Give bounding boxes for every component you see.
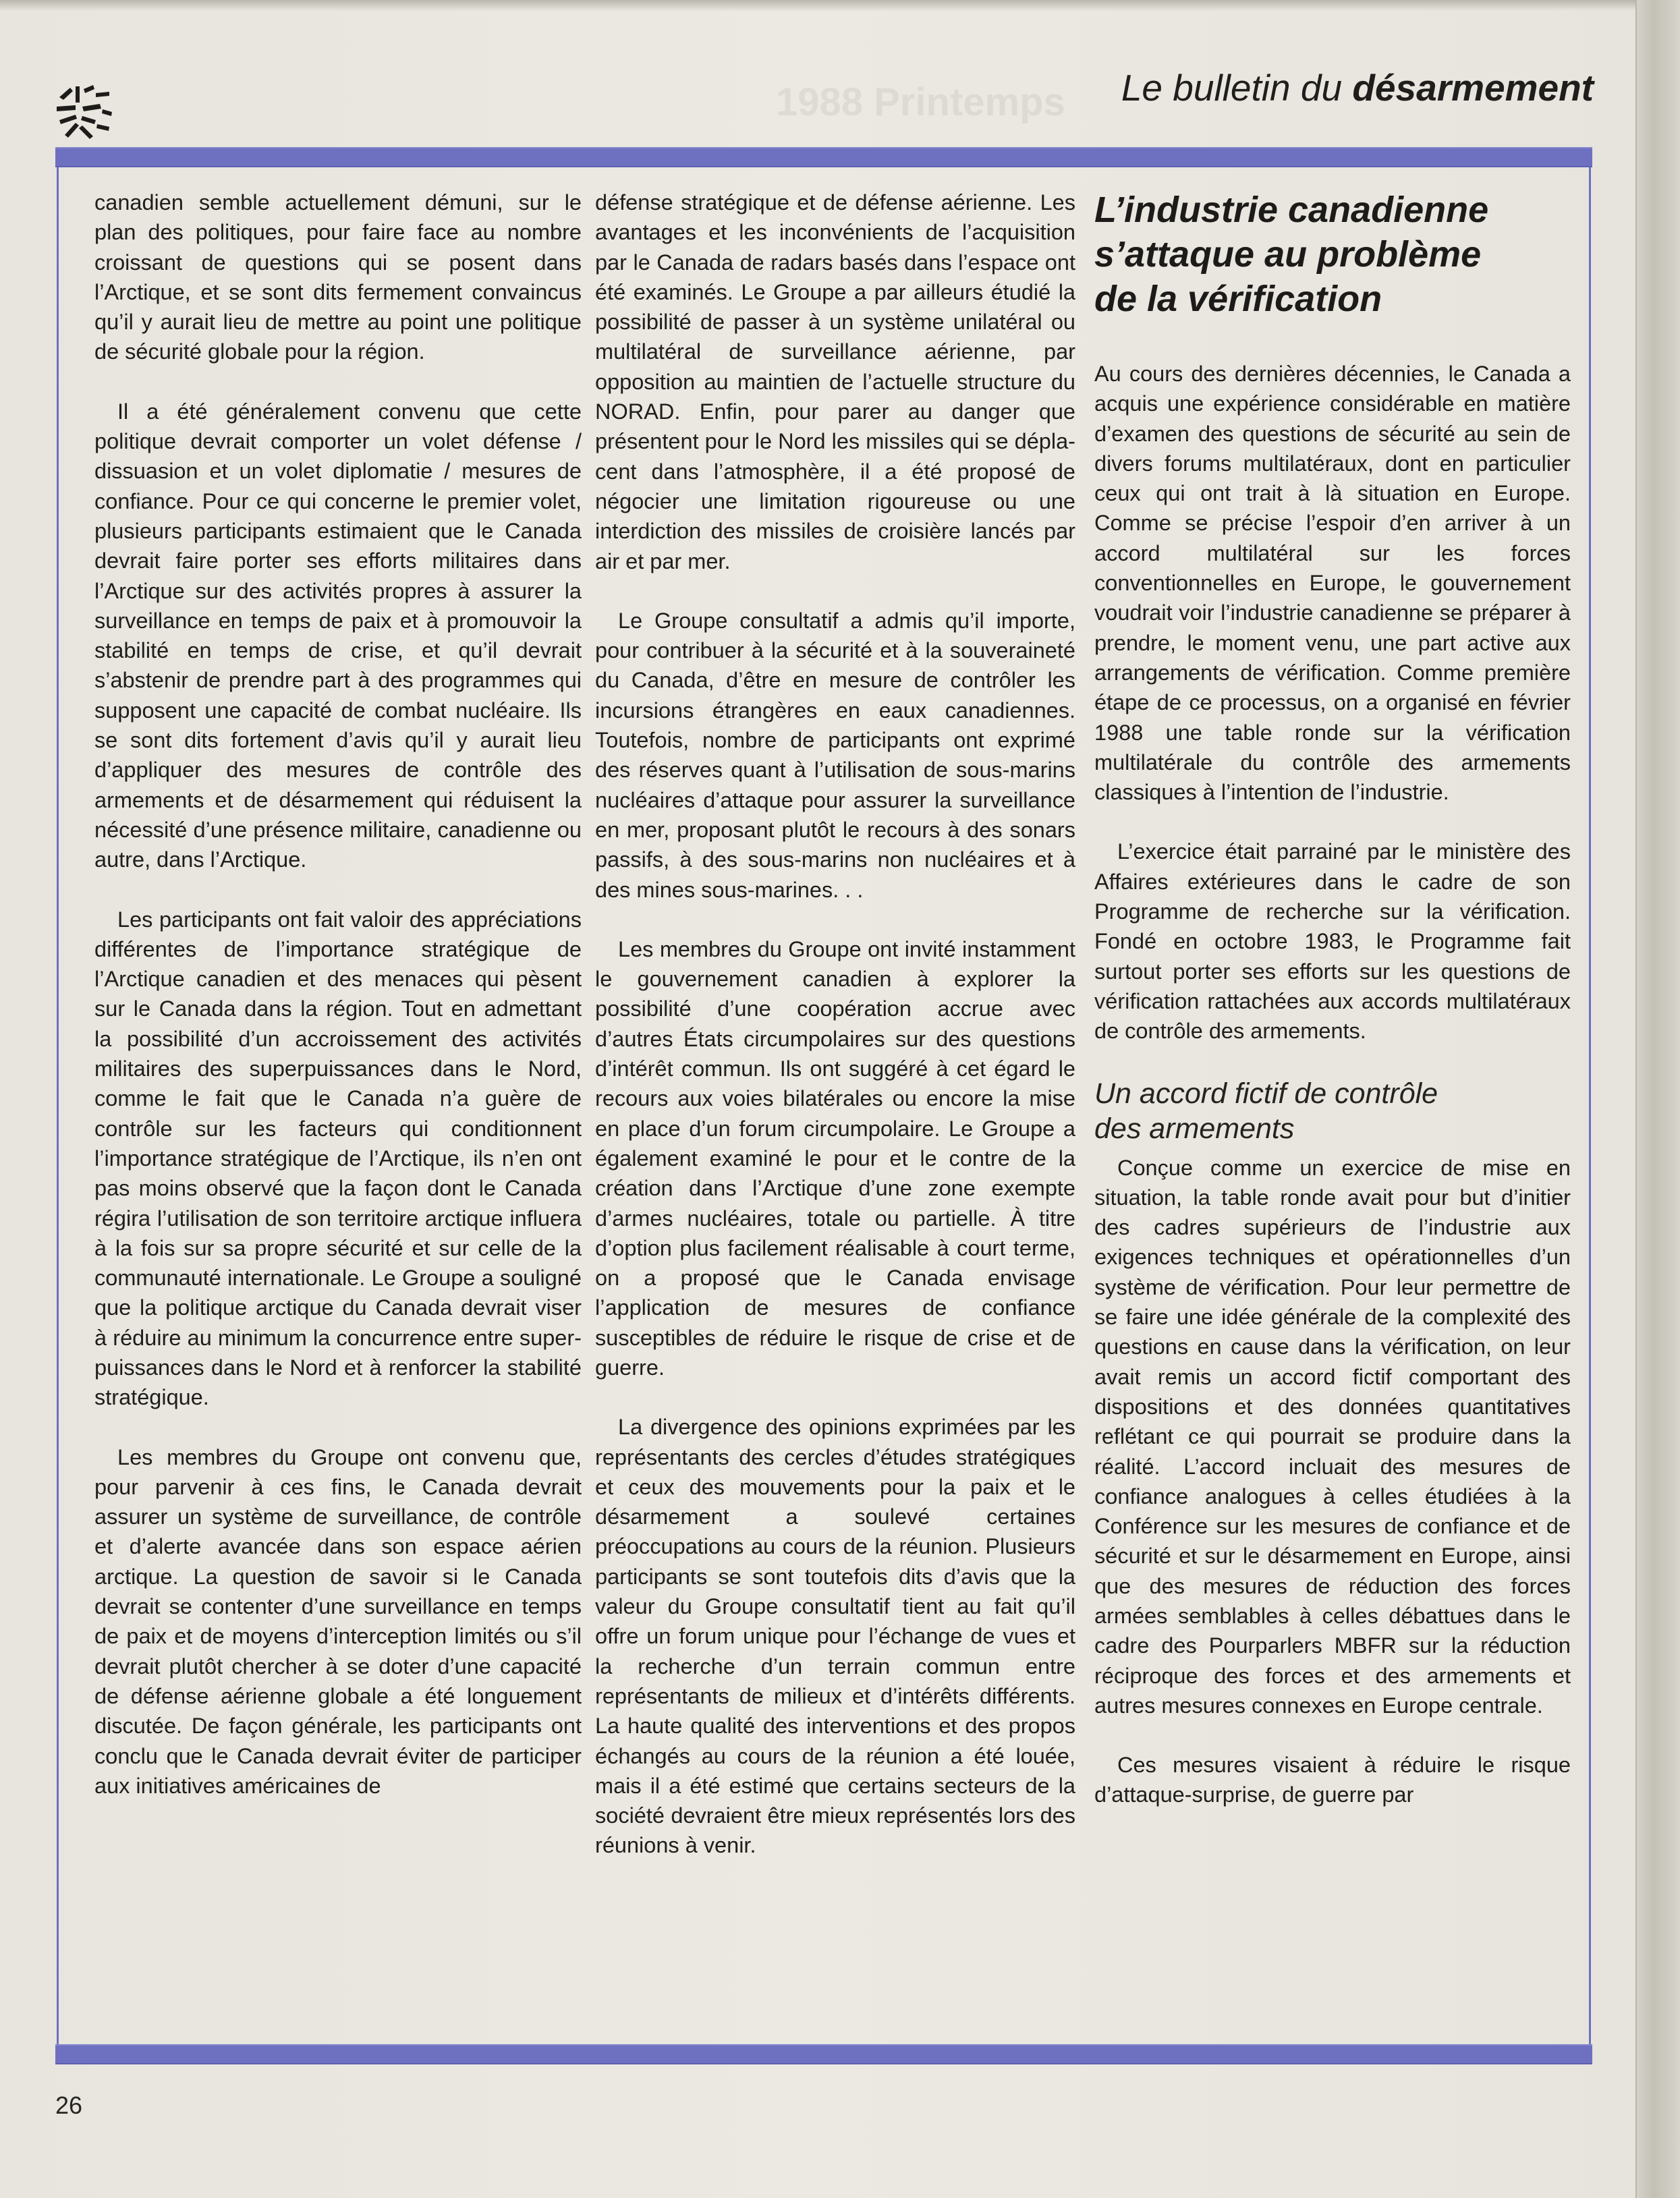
column-3 (1094, 188, 1571, 1840)
paragraph: L’exercice était parrainé par le ministère des Affaires extérieures dans le cadre de son Programme de recherche sur la vérification. Fondé en octobre 1983, le Programme fait surtout porter ses efforts sur les questions de vérification rattachées aux accords multilatéraux de contrôle des armements. (1094, 839, 1571, 1044)
starburst-logo-icon (55, 85, 113, 140)
running-head-emphasis: désarmement (1352, 67, 1594, 109)
bottom-rule (55, 2044, 1592, 2064)
right-frame-line (1589, 167, 1591, 2044)
paragraph: Ces mesures visaient à réduire le risque d’attaque-surprise, de guerre par (1094, 1753, 1571, 1807)
top-rule (55, 147, 1592, 167)
paragraph: Les membres du Groupe ont convenu que, pour parvenir à ces fins, le Canada devrait assurer un système de surveillance, de contrôle et d’alerte avancée dans son espace aérien arctique. La question de savoir si le Canada devrait se contenter d’une surveillance en temps de paix et de moyens d’interception limités ou s’il devrait plutôt chercher à se doter d’une capacité de défense aérienne globale a été longuement discutée. De façon générale, les participants ont conclu que le Canada devrait éviter de participer aux initiatives américaines de (94, 1444, 582, 1798)
top-edge-shadow (0, 0, 1637, 11)
subhead-line: Un accord fictif de contrôle (1094, 1077, 1438, 1110)
article-title-line: de la vérification (1094, 279, 1382, 319)
paragraph: Les participants ont fait valoir des appréciations différentes de l’importance stratégique de l’Arctique canadien et des menaces qui pèsent sur le Canada dans la région. Tout en admettant la possibilité d’un accroissement des activités militaires des superpuissances dans le Nord, comme le fait que le Canada n’a guère de contrôle sur les facteurs qui conditionnent l’importance stratégique de l’Arctique, ils n’en ont pas moins observé que la façon dont le Canada régira l’utilisation de son territoire arctique influera à la fois sur sa propre sécurité et sur celle de la communauté internationale. Le Groupe a souligné que la politique arctique du Canada devrait viser à réduire au minimum la concurrence entre superpuissances dans le Nord et à renforcer la stabilité stratégique. (94, 907, 582, 1410)
paragraph: Au cours des dernières décennies, le Canada a acquis une expérience considérable en matière d’examen des questions de sécurité au sein de divers forums multilatéraux, dont en particulier ceux qui ont trait à là situation en Europe. Comme se précise l’espoir d’en arriver à un accord multilatéral sur les forces conventionnelles en Europe, le gouvernement voudrait voir l’industrie canadienne se préparer à prendre, le moment venu, une part active aux arrangements de vérification. Comme première étape de ce processus, on a organisé en février 1988 une table ronde sur la vérification multilatérale du contrôle des armements classiques à l’intention de l’industrie. (1094, 362, 1571, 805)
page-number: 26 (55, 2091, 83, 2119)
paragraph: La divergence des opinions exprimées par les représentants des cercles d’études stratégiques et ceux des mouvements pour la paix et le désarmement a soulevé certaines préoccupations au cours de la réunion. Plusieurs participants se sont toutefois dits d’avis que la valeur du Groupe consultatif tient au fait qu’il offre un forum unique pour l’échange de vues et la recherche d’un terrain commun entre représentants de milieux et d’intérêts différents. La haute qualité des interventions et des propos échangés au cours de la réunion a été louée, mais il a été estimé que certains secteurs de la société devraient être mieux représentés lors des réunions à venir. (595, 1415, 1075, 1858)
paragraph: Il a été généralement convenu que cette politique devrait comporter un volet défense / dissuasion et un volet diplomatie / mesures de confiance. Pour ce qui concerne le premier volet, plusieurs participants estimaient que le Canada devrait faire porter ses efforts militaires dans l’Arctique sur des activités propres à assurer la surveillance en temps de paix et à promouvoir la stabilité en temps de crise, et qu’il devrait s’abstenir de prendre part à des programmes qui supposent une capacité de combat nucléaire. Ils se sont dits fortement d’avis qu’il y aurait lieu d’appliquer des mesures de contrôle des armements et de désarmement qui réduisent la nécessité d’une présence militaire, canadienne ou autre, dans l’Arctique. (94, 399, 582, 872)
subhead-line: des armements (1094, 1112, 1295, 1145)
running-head-prefix: Le bulletin du (1121, 67, 1353, 109)
show-through-text: 1988 Printemps (776, 80, 1065, 124)
article-title-line: L’industrie canadienne (1094, 190, 1489, 230)
column-2 (595, 188, 1075, 1890)
running-head (1121, 66, 1594, 109)
left-frame-line (57, 167, 59, 2044)
paragraph: Les membres du Groupe ont invité instamment le gouvernement canadien à explorer la possibilité d’une coopération accrue avec d’autres États circumpolaires sur des questions d’intérêt commun. Ils ont suggéré à cet égard le recours aux voies bilatérales ou encore la mise en place d’un forum circumpolaire. Le Groupe a également examiné le pour et le contre de la création dans l’Arctique d’une zone exempte d’armes nucléaires, totale ou partielle. À titre d’option plus facilement réalisable à court terme, on a proposé que le Canada envisage l’application de mesures de confiance susceptibles de réduire le risque de crise et de guerre. (595, 936, 1075, 1380)
article-title-line: s’attaque au problème (1094, 234, 1482, 275)
article-title (1094, 188, 1571, 321)
column-1 (94, 188, 582, 1830)
section-subhead (1094, 1076, 1571, 1146)
paragraph: Le Groupe consultatif a admis qu’il importe, pour contribuer à la sécurité et à la souveraineté du Canada, d’être en mesure de contrôler les incursions étrangères en eaux canadiennes. Toutefois, nombre de participants ont exprimé des réserves quant à l’utilisation de sous-marins nucléaires d’attaque pour assurer la surveillance en mer, proposant plutôt le recours à des sonars passifs, à des sous-marins non nucléaires et à des mines sous-marines. . . (595, 608, 1075, 902)
paragraph: Conçue comme un exercice de mise en situation, la table ronde avait pour but d’initier des cadres supérieurs de l’industrie aux exigences techniques et opérationnelles d’un système de vérification. Pour leur permettre de se faire une idée générale de la complexité des questions en cause dans la vérification, on leur avait remis un accord fictif comportant des dispositions et des données quantitatives reflétant ce qui pourrait se produire dans la réalité. L’accord incluait des mesures de confiance analogues à celles étudiées à la Conférence sur les mesures de confiance et de sécurité et sur le désarmement en Europe, ainsi que des mesures de réduction des forces armées semblables à celles débattues dans le cadre des Pourparlers MBFR sur la réduction réciproque des forces et des armements et autres mesures connexes en Europe centrale. (1094, 1155, 1571, 1718)
paragraph: canadien semble actuellement démuni, sur le plan des politiques, pour faire face au nombre croissant de questions qui se posent dans l’Arctique, et se sont dits fermement convaincus qu’il y aurait lieu de mettre au point une politique de sécurité globale pour la région. (94, 190, 582, 364)
paragraph: défense stratégique et de défense aérienne. Les avantages et les inconvénients de l’acquisition par le Canada de radars basés dans l’espace ont été examinés. Le Groupe a par ailleurs étudié la possibilité de passer à un système unilatéral ou multilatéral de surveillance aérienne, par opposition au maintien de l’actuelle structure du NORAD. Enfin, pour parer au danger que présentent pour le Nord les missiles qui se déplacent dans l’atmosphère, il a été proposé de négocier une limitation rigoureuse ou une interdiction des missiles de croisière lancés par air et par mer. (595, 190, 1075, 573)
page-gutter-edge (1635, 0, 1680, 2198)
